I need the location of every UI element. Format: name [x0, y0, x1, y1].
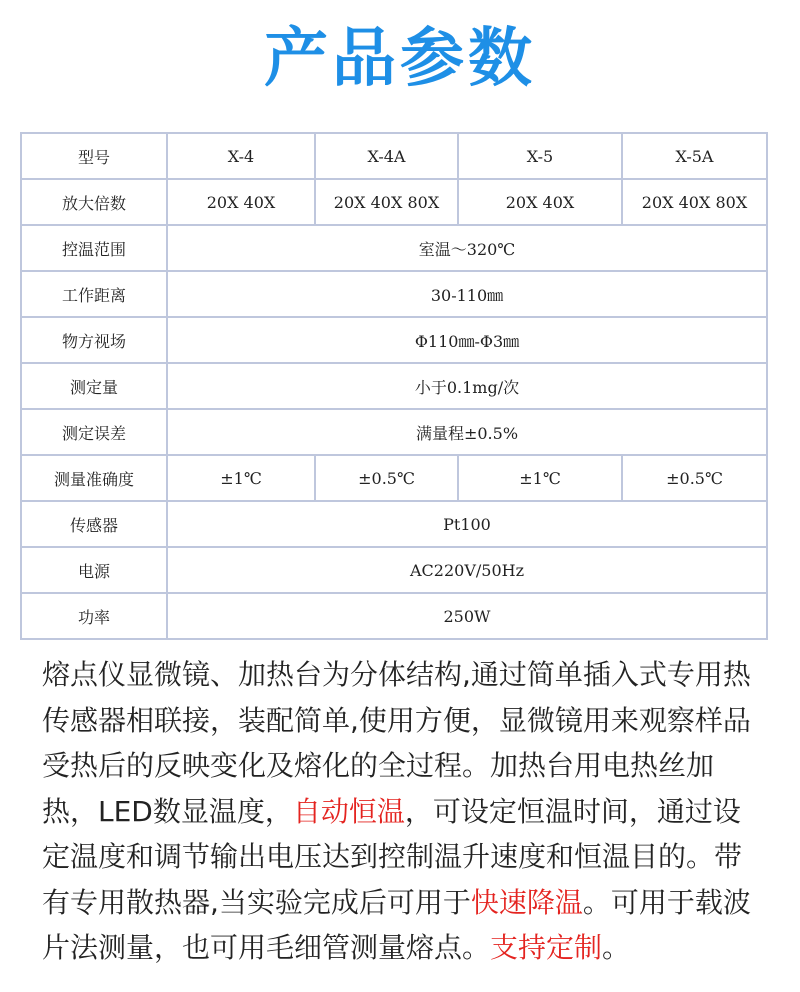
table-row-power-source	[21, 547, 767, 593]
accuracy-label: 测量准确度	[21, 455, 167, 501]
spec-table	[20, 132, 768, 640]
model-label: 型号	[21, 133, 167, 179]
highlight-auto-constant-temp: 自动恒温	[292, 794, 405, 828]
table-row-model	[21, 133, 767, 179]
measure-amount-value: 小于0.1mg/次	[167, 363, 767, 409]
power-source-label: 电源	[21, 547, 167, 593]
measure-amount-label: 测定量	[21, 363, 167, 409]
table-row-accuracy	[21, 455, 767, 501]
description-text: 。可用于载波片法测量，也可用毛细管测量熔点。	[42, 885, 751, 964]
table-row-measure-error	[21, 409, 767, 455]
page-title: 产品参数	[264, 22, 536, 96]
temp-range-value: 室温～320℃	[167, 225, 767, 271]
magnification-cell: 20X 40X	[458, 179, 622, 225]
description-text: ，可设定恒温时间，通过设定温度和调节输出电压达到控制温升速度和恒温目的。带有专用散热器,当实验完成后可用于	[42, 794, 743, 919]
sensor-value: Pt100	[167, 501, 767, 547]
working-distance-value: 30-110㎜	[167, 271, 767, 317]
accuracy-cell: ±1℃	[167, 455, 315, 501]
magnification-cell: 20X 40X 80X	[622, 179, 767, 225]
model-cell: X-5	[458, 133, 622, 179]
working-distance-label: 工作距离	[21, 271, 167, 317]
table-row-temp-range	[21, 225, 767, 271]
model-cell: X-4	[167, 133, 315, 179]
magnification-label: 放大倍数	[21, 179, 167, 225]
highlight-fast-cooling: 快速降温	[470, 885, 583, 919]
accuracy-cell: ±1℃	[458, 455, 622, 501]
description-text: 。	[602, 931, 631, 964]
measure-error-label: 测定误差	[21, 409, 167, 455]
power-label: 功率	[21, 593, 167, 639]
table-row-working-distance	[21, 271, 767, 317]
sensor-label: 传感器	[21, 501, 167, 547]
model-cell: X-5A	[622, 133, 767, 179]
table-row-sensor	[21, 501, 767, 547]
highlight-customization: 支持定制	[490, 931, 603, 964]
magnification-cell: 20X 40X	[167, 179, 315, 225]
temp-range-label: 控温范围	[21, 225, 167, 271]
model-cell: X-4A	[315, 133, 458, 179]
field-of-view-label: 物方视场	[21, 317, 167, 363]
table-row-power	[21, 593, 767, 639]
magnification-cell: 20X 40X 80X	[315, 179, 458, 225]
power-value: 250W	[167, 593, 767, 639]
table-row-magnification	[21, 179, 767, 225]
table-row-measure-amount	[21, 363, 767, 409]
power-source-value: AC220V/50Hz	[167, 547, 767, 593]
accuracy-cell: ±0.5℃	[622, 455, 767, 501]
accuracy-cell: ±0.5℃	[315, 455, 458, 501]
table-row-field-of-view	[21, 317, 767, 363]
field-of-view-value: Φ110㎜-Φ3㎜	[167, 317, 767, 363]
description-text: 熔点仪显微镜、加热台为分体结构,通过简单插入式专用热传感器相联接，装配简单,使用方便，显微镜用来观察样品受热后的反映变化及熔化的全过程。加热台用电热丝加热，LED数显温度，	[42, 658, 751, 828]
product-description	[42, 652, 762, 971]
measure-error-value: 满量程±0.5%	[167, 409, 767, 455]
